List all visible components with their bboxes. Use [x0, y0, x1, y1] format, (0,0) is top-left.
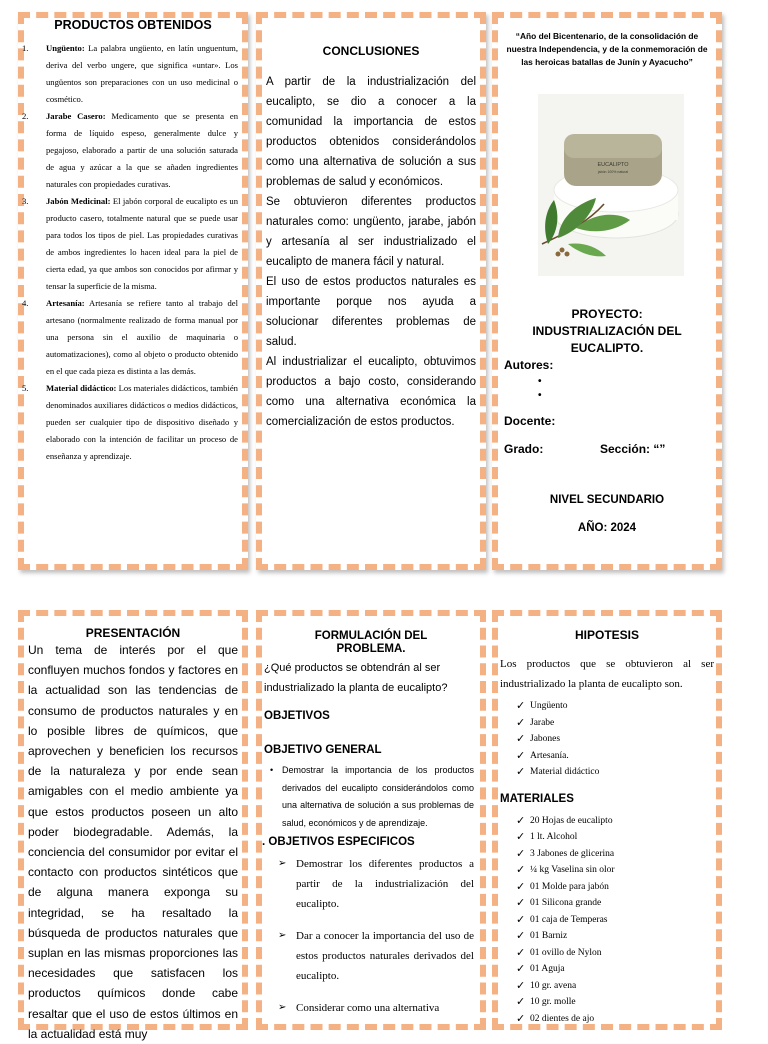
- presentacion-title: PRESENTACIÓN: [85, 626, 181, 640]
- check-mark-icon: ✓: [516, 896, 526, 909]
- producto-term: Jabón Medicinal:: [46, 196, 111, 206]
- hipotesis-panel: [492, 610, 722, 1030]
- arrowhead-bullet-icon: ➢: [278, 858, 287, 869]
- productos-list: [24, 40, 242, 465]
- producto-item: [22, 380, 238, 465]
- list-item-label: 01 caja de Temperas: [530, 914, 608, 925]
- list-item: ➢ Demostrar los diferentes productos a partir de la industrialización del eucalipto.: [262, 854, 480, 914]
- check-mark-icon: ✓: [516, 912, 526, 926]
- productos-title: PRODUCTOS OBTENIDOS: [54, 18, 212, 32]
- conclusion-paragraph: Se obtuvieron diferentes productos naturales como: ungüento, jarabe, jabón y artesanía al ser industrializado el eucalipto de manera fácil y natural.: [266, 196, 476, 268]
- list-item-label: Material didáctico: [530, 767, 600, 777]
- soap-sublabel: jabón 100% natural: [597, 170, 629, 174]
- list-item-label: 01 Silicona grande: [530, 898, 602, 908]
- list-item: [516, 731, 716, 748]
- productos-panel: [18, 12, 248, 570]
- check-mark-icon: ✓: [516, 863, 526, 876]
- eucalyptus-soap-image: [538, 94, 684, 276]
- producto-number: 1.: [22, 43, 29, 53]
- list-item-label: Artesanía.: [530, 750, 569, 761]
- list-item-label: Ungüento: [530, 701, 568, 711]
- list-item-label: 02 dientes de ajo: [530, 1013, 595, 1024]
- producto-description: La palabra ungüento, en latín unguentum, deriva del verbo ungere, que significa «untar». Los ungüentos son preparaciones con un uso medicinal o cosmético.: [46, 43, 238, 104]
- producto-term: Ungüento:: [46, 43, 85, 53]
- list-item-label: 01 Aguja: [530, 964, 565, 974]
- docente-label: Docente:: [504, 414, 556, 428]
- list-item-label: 01 ovillo de Nylon: [530, 947, 602, 958]
- hipotesis-list: [498, 698, 716, 781]
- conclusiones-title: CONCLUSIONES: [322, 44, 420, 58]
- list-item: [516, 698, 716, 715]
- nivel-label: NIVEL SECUNDARIO: [549, 494, 665, 506]
- list-item-label: 20 Hojas de eucalipto: [530, 815, 613, 826]
- check-mark-icon: ✓: [516, 978, 526, 992]
- conclusiones-panel: [256, 12, 486, 570]
- list-item: • Demostrar la importancia de los productos derivados del eucalipto considerándolos como una alternativa de solución a sus problemas de salud, económicos y de aprendizaje.: [262, 762, 480, 832]
- producto-number: 2.: [22, 111, 29, 121]
- presentacion-panel: [18, 610, 248, 1041]
- check-mark-icon: ✓: [516, 748, 526, 762]
- materiales-label: MATERIALES: [500, 792, 574, 805]
- objetivos-label: OBJETIVOS: [264, 710, 330, 722]
- list-item: [516, 764, 716, 781]
- list-item: [516, 1011, 716, 1028]
- producto-term: Artesanía:: [46, 298, 85, 308]
- check-mark-icon: ✓: [516, 846, 526, 860]
- project-label: PROYECTO:: [571, 307, 643, 321]
- check-mark-icon: ✓: [516, 830, 526, 843]
- list-item: ➢ Considerar como una alternativa: [262, 998, 480, 1018]
- list-item-label: Jarabe: [530, 717, 555, 728]
- conclusion-paragraph: A partir de la industrialización del eucalipto, se dio a conocer a la comunidad la importancia de estos productos obtenidos considerándolos como una alternativa de solución a sus problemas de salud y económicos.: [266, 76, 476, 188]
- list-item: [516, 813, 716, 830]
- presentacion-text: Un tema de interés por el que confluyen muchos fondos y factores en la actualidad son las tendencias de consumo de productos naturales y en lo posible libres de químicos, que aprovechen y beneficien los recursos de la naturaleza y por ende sean amigables con el medio ambiente ya que estos productos poseen un alto poder biodegradable. Además, la conciencia del consumidor por evitar el contacto con productos sintéticos que de alguna manera exponga su integridad, se ha resaltado la búsqueda de productos naturales que suplan en las mismas proporciones las necesidades que satisfacen los productos químicos donde cabe resaltar que el uso de estos últimos en la actualidad está muy: [28, 643, 238, 1041]
- authors-label: Autores:: [504, 358, 554, 372]
- producto-number: 5.: [22, 383, 29, 393]
- soap-label: EUCALIPTO: [597, 162, 629, 168]
- list-item-label: 10 gr. avena: [530, 980, 577, 991]
- conclusiones-body: [266, 72, 476, 432]
- author-item: •: [538, 390, 542, 401]
- producto-item: [22, 193, 238, 295]
- grado-label: Grado:: [504, 442, 544, 456]
- producto-item: [22, 108, 238, 193]
- list-item: [516, 928, 716, 945]
- list-item: [516, 748, 716, 765]
- objetivos-especificos-list: [262, 854, 480, 1018]
- problem-question: ¿Qué productos se obtendrán al ser industrializado la planta de eucalipto?: [264, 662, 448, 694]
- list-item: [516, 862, 716, 879]
- producto-description: Los materiales didácticos, también denominados auxiliares didácticos o medios didácticos, pueden ser cualquier tipo de dispositivo diseñado y elaborado con la intención de facilitar un proceso de enseñanza y aprendizaje.: [46, 383, 238, 461]
- list-item: [516, 846, 716, 863]
- check-mark-icon: ✓: [516, 765, 526, 778]
- formulacion-title: FORMULACIÓN DEL PROBLEMA.: [314, 630, 428, 655]
- check-mark-icon: ✓: [516, 1011, 526, 1025]
- check-mark-icon: ✓: [516, 879, 526, 893]
- project-title: INDUSTRIALIZACIÓN DEL EUCALIPTO.: [532, 324, 682, 355]
- soap-illustration: [538, 94, 684, 276]
- hipotesis-title: HIPOTESIS: [574, 628, 639, 642]
- authors-list: [538, 375, 542, 403]
- list-item: [516, 715, 716, 732]
- producto-number: 3.: [22, 196, 29, 206]
- arrowhead-bullet-icon: ➢: [278, 1002, 287, 1013]
- objetivo-general-label: OBJETIVO GENERAL: [264, 744, 382, 756]
- list-item-label: 01 Molde para jabón: [530, 881, 609, 892]
- bullet-dot-icon: •: [270, 765, 274, 775]
- list-item: [516, 912, 716, 929]
- materiales-list: [498, 813, 716, 1028]
- list-item: [516, 879, 716, 896]
- year-motto: “Año del Bicentenario, de la consolidación de nuestra Independencia, y de la conmemoración de las heroicas batallas de Junín y Ayacucho”: [506, 31, 708, 67]
- producto-item: [22, 40, 238, 108]
- list-item-label: 3 Jabones de glicerina: [530, 848, 615, 859]
- formulacion-panel: [256, 610, 486, 1030]
- list-item-label: ¼ kg Vaselina sin olor: [530, 865, 615, 875]
- check-mark-icon: ✓: [516, 813, 526, 827]
- check-mark-icon: ✓: [516, 699, 526, 712]
- year-label: AÑO: 2024: [577, 522, 637, 534]
- producto-description: Medicamento que se presenta en forma de líquido espeso, generalmente dulce y pegajoso, elaborado a partir de una solución saturada de agua y azúcar a la que se añaden ingredientes naturales con propiedades curativas.: [46, 111, 238, 189]
- list-item: ➢ Dar a conocer la importancia del uso de estos productos naturales derivados del eucalipto.: [262, 926, 480, 986]
- producto-term: Jarabe Casero:: [46, 111, 106, 121]
- conclusion-paragraph: Al industrializar el eucalipto, obtuvimos productos a bajo costo, considerando como una alternativa económica la comercialización de estos productos.: [266, 356, 476, 428]
- list-item-label: Jabones: [530, 734, 561, 744]
- list-item-label: 1 lt. Alcohol: [530, 832, 578, 842]
- objetivos-especificos-label: . OBJETIVOS ESPECIFICOS: [262, 836, 415, 848]
- seccion-label: Sección: “”: [600, 442, 666, 456]
- objetivo-general-list: [262, 762, 480, 832]
- check-mark-icon: ✓: [516, 945, 526, 959]
- list-item: [516, 829, 716, 846]
- conclusion-paragraph: El uso de estos productos naturales es importante porque nos ayuda a solucionar diferentes problemas de salud.: [266, 276, 476, 348]
- check-mark-icon: ✓: [516, 962, 526, 975]
- producto-number: 4.: [22, 298, 29, 308]
- check-mark-icon: ✓: [516, 995, 526, 1008]
- producto-term: Material didáctico:: [46, 383, 117, 393]
- list-item: [516, 978, 716, 995]
- producto-description: Artesanía se refiere tanto al trabajo del artesano (normalmente realizado de forma manual por una persona sin el auxilio de maquinaria o automatizaciones), como al objeto o producto obtenido en el que cada pieza es distinta a las demás.: [46, 298, 238, 376]
- check-mark-icon: ✓: [516, 732, 526, 745]
- author-item: •: [538, 376, 542, 387]
- list-item-label: 10 gr. molle: [530, 997, 576, 1007]
- list-item: [516, 961, 716, 978]
- check-mark-icon: ✓: [516, 715, 526, 729]
- producto-item: [22, 295, 238, 380]
- list-item: [516, 895, 716, 912]
- portada-panel: [492, 12, 722, 570]
- check-mark-icon: ✓: [516, 929, 526, 942]
- hipotesis-text: Los productos que se obtuvieron al ser industrializado la planta de eucalipto son.: [500, 658, 714, 690]
- list-item: [516, 994, 716, 1011]
- project-heading: [498, 306, 716, 357]
- arrowhead-bullet-icon: ➢: [278, 930, 287, 941]
- list-item: [516, 945, 716, 962]
- producto-description: El jabón corporal de eucalipto es un producto casero, totalmente natural que se puede usar para todos los tipos de piel. Las propiedades curativas de ambos ingredientes lo hacen ideal para la piel de cierta edad, ya que ambos son conocidos por afirmar y tensar la superficie de la misma.: [46, 196, 238, 291]
- list-item-label: 01 Barniz: [530, 931, 568, 941]
